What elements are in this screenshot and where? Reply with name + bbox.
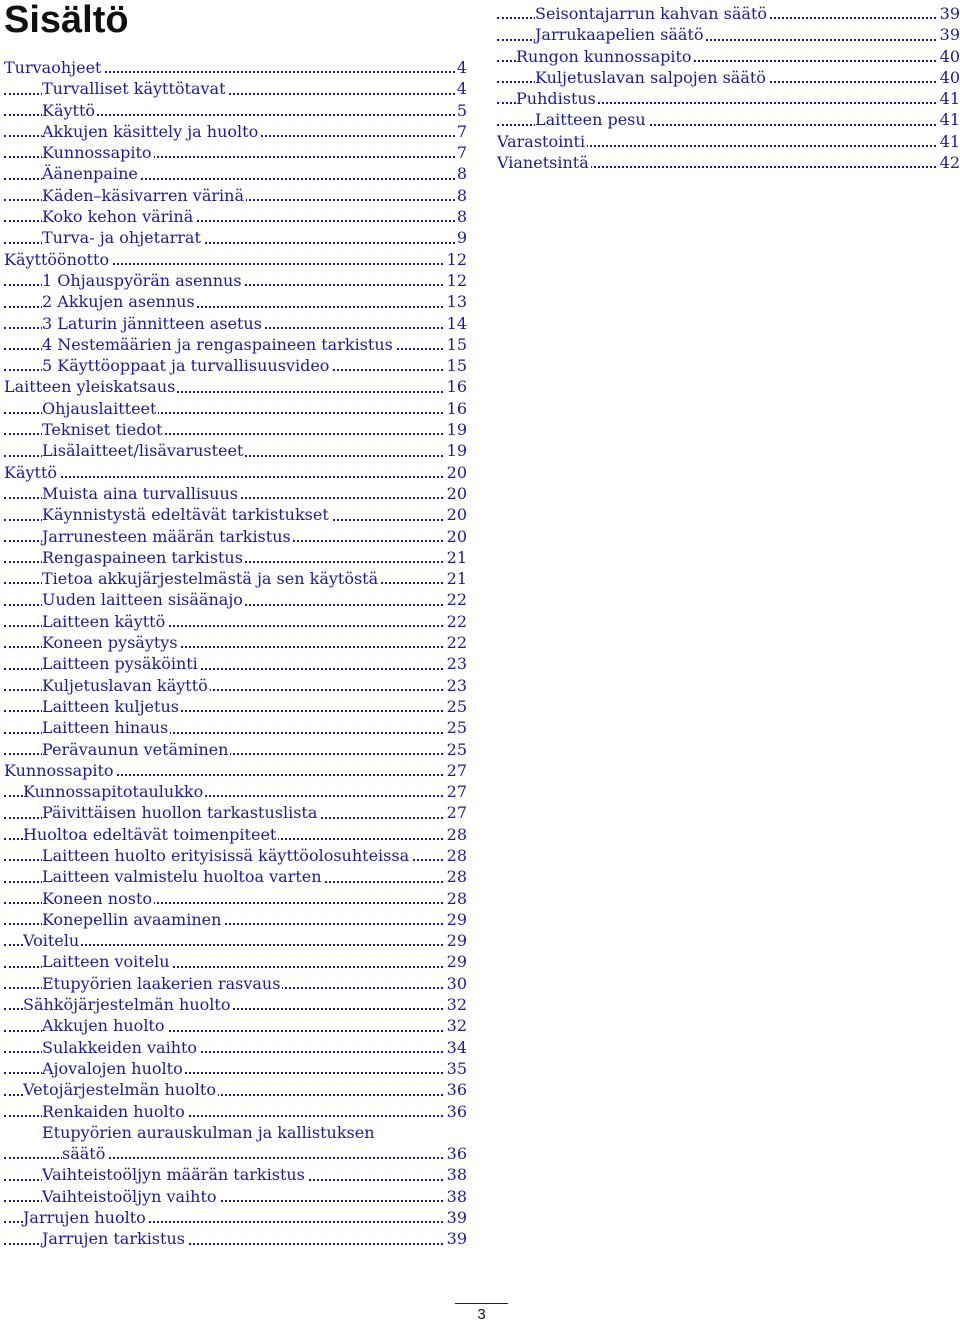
toc-entry[interactable] bbox=[4, 589, 467, 610]
toc-entry-page: 19 bbox=[446, 420, 467, 440]
toc-entry-title: Vaihteistoöljyn määrän tarkistus bbox=[42, 1165, 305, 1185]
toc-entry-title: Laitteen valmistelu huoltoa varten bbox=[42, 867, 322, 887]
toc-entry-page: 22 bbox=[446, 611, 467, 631]
toc-entry-page: 4 bbox=[456, 58, 467, 77]
toc-entry-page: 29 bbox=[446, 931, 467, 951]
toc-entry-page: 28 bbox=[446, 867, 467, 887]
toc-entry-page: 23 bbox=[446, 675, 467, 695]
toc-entry[interactable] bbox=[4, 334, 467, 355]
toc-entry[interactable] bbox=[4, 249, 467, 270]
toc-entry-title: Perävaunun vetäminen bbox=[42, 739, 229, 759]
toc-entry-title: Käyttöönotto bbox=[4, 249, 110, 269]
toc-entry-title: Seisontajarrun kahvan säätö bbox=[535, 4, 768, 23]
toc-entry[interactable] bbox=[497, 109, 960, 130]
toc-entry[interactable] bbox=[497, 46, 960, 67]
toc-entry-title: Kunnossapito bbox=[42, 143, 152, 163]
toc-entry-page: 16 bbox=[446, 398, 467, 418]
toc-entry[interactable] bbox=[4, 1207, 467, 1228]
toc-entry-page: 40 bbox=[939, 46, 960, 66]
toc-entry-page: 28 bbox=[446, 888, 467, 908]
toc-entry-title: Laitteen huolto erityisissä käyttöolosuhteissa bbox=[42, 845, 410, 865]
toc-entry-page: 7 bbox=[456, 143, 467, 163]
toc-entry-page: 29 bbox=[446, 952, 467, 972]
toc-entry-page: 5 bbox=[456, 100, 467, 120]
toc-entry-title: Tietoa akkujärjestelmästä ja sen käytöstä bbox=[42, 569, 379, 589]
toc-entry-page: 25 bbox=[446, 739, 467, 759]
toc-entry[interactable] bbox=[4, 291, 467, 312]
toc-entry-title: Koko kehon värinä bbox=[42, 207, 194, 227]
toc-entry-title: Akkujen huolto bbox=[42, 1016, 165, 1036]
toc-entry-page: 20 bbox=[446, 462, 467, 482]
toc-entry-page: 7 bbox=[456, 121, 467, 141]
toc-entry-title: Etupyörien laakerien rasvaus bbox=[42, 973, 281, 993]
toc-entry-title: Turvalliset käyttötavat bbox=[42, 79, 226, 99]
toc-entry-page: 41 bbox=[939, 89, 960, 109]
toc-entry-title: Sulakkeiden vaihto bbox=[42, 1037, 198, 1057]
toc-entry-page: 27 bbox=[446, 803, 467, 823]
page-title: Sisältö bbox=[4, 0, 129, 41]
toc-entry[interactable] bbox=[4, 611, 467, 632]
toc-entry-page: 20 bbox=[446, 505, 467, 525]
toc-entry-page: 34 bbox=[446, 1037, 467, 1057]
toc-entry[interactable] bbox=[4, 1101, 467, 1122]
toc-entry[interactable] bbox=[4, 1037, 467, 1058]
toc-entry[interactable] bbox=[4, 696, 467, 717]
toc-column-left bbox=[4, 57, 467, 1250]
toc-entry[interactable] bbox=[4, 781, 467, 802]
toc-entry-title: Koneen nosto bbox=[42, 888, 152, 908]
toc-entry[interactable] bbox=[4, 206, 467, 227]
toc-entry[interactable] bbox=[4, 909, 467, 930]
toc-entry-title: Vianetsintä bbox=[497, 153, 589, 173]
toc-entry-page: 15 bbox=[446, 334, 467, 354]
toc-entry[interactable] bbox=[497, 3, 960, 24]
toc-entry-title: Jarrujen huolto bbox=[23, 1208, 146, 1228]
toc-entry-title: Vaihteistoöljyn vaihto bbox=[42, 1186, 217, 1206]
toc-entry-page: 39 bbox=[446, 1208, 467, 1228]
toc-entry[interactable] bbox=[497, 152, 960, 173]
toc-entry-title: Koneen pysäytys bbox=[42, 633, 178, 653]
page-number: 3 bbox=[455, 1303, 508, 1323]
toc-entry-title: 4 Nestemäärien ja rengaspaineen tarkistus bbox=[42, 334, 393, 354]
toc-entry-title: Etupyörien aurauskulman ja kallistuksen bbox=[42, 1122, 375, 1142]
toc-entry-page: 35 bbox=[446, 1058, 467, 1078]
toc-column-right bbox=[497, 3, 960, 173]
toc-entry[interactable] bbox=[4, 355, 467, 376]
toc-entry-title: 5 Käyttöoppaat ja turvallisuusvideo bbox=[42, 356, 330, 376]
toc-entry[interactable] bbox=[4, 1015, 467, 1036]
toc-entry[interactable] bbox=[4, 227, 467, 248]
toc-entry[interactable] bbox=[4, 973, 467, 994]
toc-entry-page: 41 bbox=[939, 110, 960, 130]
toc-entry[interactable] bbox=[4, 142, 467, 163]
toc-entry-title: Sähköjärjestelmän huolto bbox=[23, 995, 231, 1015]
toc-entry-title: Huoltoa edeltävät toimenpiteet bbox=[23, 824, 277, 844]
toc-entry-title: Lisälaitteet/lisävarusteet bbox=[42, 441, 244, 461]
toc-entry[interactable] bbox=[4, 398, 467, 419]
toc-entry[interactable] bbox=[4, 866, 467, 887]
toc-entry-page: 14 bbox=[446, 313, 467, 333]
toc-entry-page: 8 bbox=[456, 207, 467, 227]
toc-entry[interactable] bbox=[4, 440, 467, 461]
toc-entry[interactable] bbox=[4, 163, 467, 184]
toc-entry-page: 8 bbox=[456, 164, 467, 184]
toc-entry-page: 39 bbox=[939, 4, 960, 23]
toc-entry-title: Laitteen kuljetus bbox=[42, 696, 179, 716]
toc-entry[interactable] bbox=[4, 739, 467, 760]
toc-entry[interactable] bbox=[4, 419, 467, 440]
toc-entry-title: Voitelu bbox=[23, 931, 80, 951]
toc-entry-page: 39 bbox=[939, 25, 960, 45]
toc-entry-title: Kuljetuslavan salpojen säätö bbox=[535, 67, 766, 87]
toc-entry[interactable] bbox=[4, 483, 467, 504]
toc-entry-page: 8 bbox=[456, 185, 467, 205]
toc-entry-page: 13 bbox=[446, 292, 467, 312]
toc-entry[interactable] bbox=[4, 1228, 467, 1249]
toc-entry-page: 22 bbox=[446, 633, 467, 653]
toc-entry[interactable] bbox=[4, 185, 467, 206]
toc-entry-title: Turvaohjeet bbox=[4, 58, 102, 77]
toc-entry-page: 36 bbox=[446, 1144, 467, 1164]
toc-entry[interactable] bbox=[4, 547, 467, 568]
toc-entry-title: Käynnistystä edeltävät tarkistukset bbox=[42, 505, 329, 525]
toc-entry-page: 32 bbox=[446, 1016, 467, 1036]
toc-entry-page: 28 bbox=[446, 845, 467, 865]
toc-entry[interactable] bbox=[4, 717, 467, 738]
toc-entry[interactable] bbox=[4, 100, 467, 121]
toc-entry-title: Jarrunesteen määrän tarkistus bbox=[42, 526, 291, 546]
toc-entry[interactable] bbox=[4, 994, 467, 1015]
toc-entry-page: 21 bbox=[446, 569, 467, 589]
toc-entry-page: 42 bbox=[939, 153, 960, 173]
toc-entry[interactable] bbox=[4, 462, 467, 483]
toc-entry-page: 32 bbox=[446, 995, 467, 1015]
toc-entry-page: 23 bbox=[446, 654, 467, 674]
toc-entry-title: Kuljetuslavan käyttö bbox=[42, 675, 208, 695]
toc-entry-title: Vetojärjestelmän huolto bbox=[23, 1080, 216, 1100]
toc-entry[interactable] bbox=[4, 930, 467, 951]
toc-entry[interactable] bbox=[4, 951, 467, 972]
toc-entry[interactable] bbox=[4, 760, 467, 781]
toc-entry-page: 25 bbox=[446, 696, 467, 716]
toc-entry[interactable] bbox=[4, 78, 467, 99]
toc-entry-page: 19 bbox=[446, 441, 467, 461]
toc-entry[interactable] bbox=[4, 313, 467, 334]
toc-entry-title: Muista aina turvallisuus bbox=[42, 483, 238, 503]
toc-entry-title: Uuden laitteen sisäänajo bbox=[42, 590, 243, 610]
toc-entry-title: Konepellin avaaminen bbox=[42, 909, 222, 929]
toc-entry-title: Päivittäisen huollon tarkastuslista bbox=[42, 803, 318, 823]
toc-entry[interactable] bbox=[4, 57, 467, 78]
toc-entry[interactable] bbox=[4, 568, 467, 589]
toc-entry-title: Rengaspaineen tarkistus bbox=[42, 547, 243, 567]
toc-entry-page: 9 bbox=[456, 228, 467, 248]
toc-entry-page: 40 bbox=[939, 67, 960, 87]
toc-entry[interactable] bbox=[4, 824, 467, 845]
toc-entry-page: 38 bbox=[446, 1186, 467, 1206]
toc-entry-title: Äänenpaine bbox=[42, 164, 138, 184]
toc-entry[interactable] bbox=[4, 504, 467, 525]
toc-entry[interactable] bbox=[4, 121, 467, 142]
toc-entry-title: Akkujen käsittely ja huolto bbox=[42, 121, 259, 141]
toc-entry-page: 12 bbox=[446, 270, 467, 290]
toc-entry-title: Laitteen yleiskatsaus bbox=[4, 377, 176, 397]
toc-entry-page: 27 bbox=[446, 760, 467, 780]
toc-entry-title: Varastointi bbox=[497, 131, 586, 151]
toc-entry[interactable] bbox=[497, 24, 960, 45]
toc-entry-page: 36 bbox=[446, 1101, 467, 1121]
toc-entry[interactable] bbox=[4, 1164, 467, 1185]
toc-entry[interactable] bbox=[4, 675, 467, 696]
toc-entry[interactable] bbox=[4, 270, 467, 291]
toc-entry-title: Renkaiden huolto bbox=[42, 1101, 185, 1121]
toc-entry-page: 12 bbox=[446, 249, 467, 269]
toc-entry[interactable] bbox=[4, 802, 467, 823]
toc-entry-page: 4 bbox=[456, 79, 467, 99]
toc-entry-title: 2 Akkujen asennus bbox=[42, 292, 195, 312]
toc-entry-page: 41 bbox=[939, 131, 960, 151]
toc-entry-page: 22 bbox=[446, 590, 467, 610]
toc-entry-title: 1 Ohjauspyörän asennus bbox=[42, 270, 242, 290]
toc-entry-title: Turva- ja ohjetarrat bbox=[42, 228, 201, 248]
toc-entry-title: Laitteen pesu bbox=[535, 110, 646, 130]
toc-entry-page: 25 bbox=[446, 718, 467, 738]
toc-entry[interactable] bbox=[4, 888, 467, 909]
toc-entry[interactable] bbox=[4, 1186, 467, 1207]
toc-entry-page: 39 bbox=[446, 1229, 467, 1249]
toc-entry[interactable] bbox=[4, 632, 467, 653]
toc-entry-page: 27 bbox=[446, 782, 467, 802]
toc-entry[interactable] bbox=[4, 845, 467, 866]
toc-entry-page: 15 bbox=[446, 356, 467, 376]
toc-entry[interactable] bbox=[4, 653, 467, 674]
toc-entry-title: Ohjauslaitteet bbox=[42, 398, 157, 418]
toc-entry-page: 38 bbox=[446, 1165, 467, 1185]
toc-entry-title: Kunnossapitotaulukko bbox=[23, 782, 204, 802]
toc-entry[interactable] bbox=[497, 67, 960, 88]
toc-entry-title: Käyttö bbox=[4, 462, 58, 482]
toc-entry-page: 16 bbox=[446, 377, 467, 397]
toc-entry-title: Laitteen hinaus bbox=[42, 718, 169, 738]
toc-entry[interactable] bbox=[497, 131, 960, 152]
toc-entry[interactable] bbox=[4, 1079, 467, 1100]
toc-entry[interactable] bbox=[4, 1122, 467, 1143]
toc-entry[interactable] bbox=[4, 526, 467, 547]
toc-entry-title: Puhdistus bbox=[516, 89, 596, 109]
toc-entry[interactable] bbox=[4, 1058, 467, 1079]
toc-entry[interactable] bbox=[4, 1143, 467, 1164]
toc-entry-page: 28 bbox=[446, 824, 467, 844]
toc-entry-title: Käden–käsivarren värinä bbox=[42, 185, 244, 205]
toc-entry-title: Jarrukaapelien säätö bbox=[535, 25, 704, 45]
toc-entry-title: Ajovalojen huolto bbox=[42, 1058, 183, 1078]
toc-entry-title: Jarrujen tarkistus bbox=[42, 1229, 185, 1249]
toc-entry-page: 29 bbox=[446, 909, 467, 929]
toc-entry-page: 21 bbox=[446, 547, 467, 567]
toc-entry-title: Tekniset tiedot bbox=[42, 420, 163, 440]
toc-entry-page: 20 bbox=[446, 526, 467, 546]
toc-entry-page: 30 bbox=[446, 973, 467, 993]
toc-entry-title: Käyttö bbox=[42, 100, 96, 120]
toc-entry[interactable] bbox=[497, 88, 960, 109]
toc-entry[interactable] bbox=[4, 376, 467, 397]
toc-entry-title: säätö bbox=[62, 1144, 106, 1164]
toc-entry-title: Laitteen pysäköinti bbox=[42, 654, 198, 674]
toc-entry-title: 3 Laturin jännitteen asetus bbox=[42, 313, 262, 333]
toc-entry-page: 20 bbox=[446, 483, 467, 503]
toc-entry-title: Laitteen käyttö bbox=[42, 611, 166, 631]
toc-entry-title: Laitteen voitelu bbox=[42, 952, 170, 972]
toc-entry-page: 36 bbox=[446, 1080, 467, 1100]
toc-entry-title: Kunnossapito bbox=[4, 760, 114, 780]
toc-entry-title: Rungon kunnossapito bbox=[516, 46, 692, 66]
